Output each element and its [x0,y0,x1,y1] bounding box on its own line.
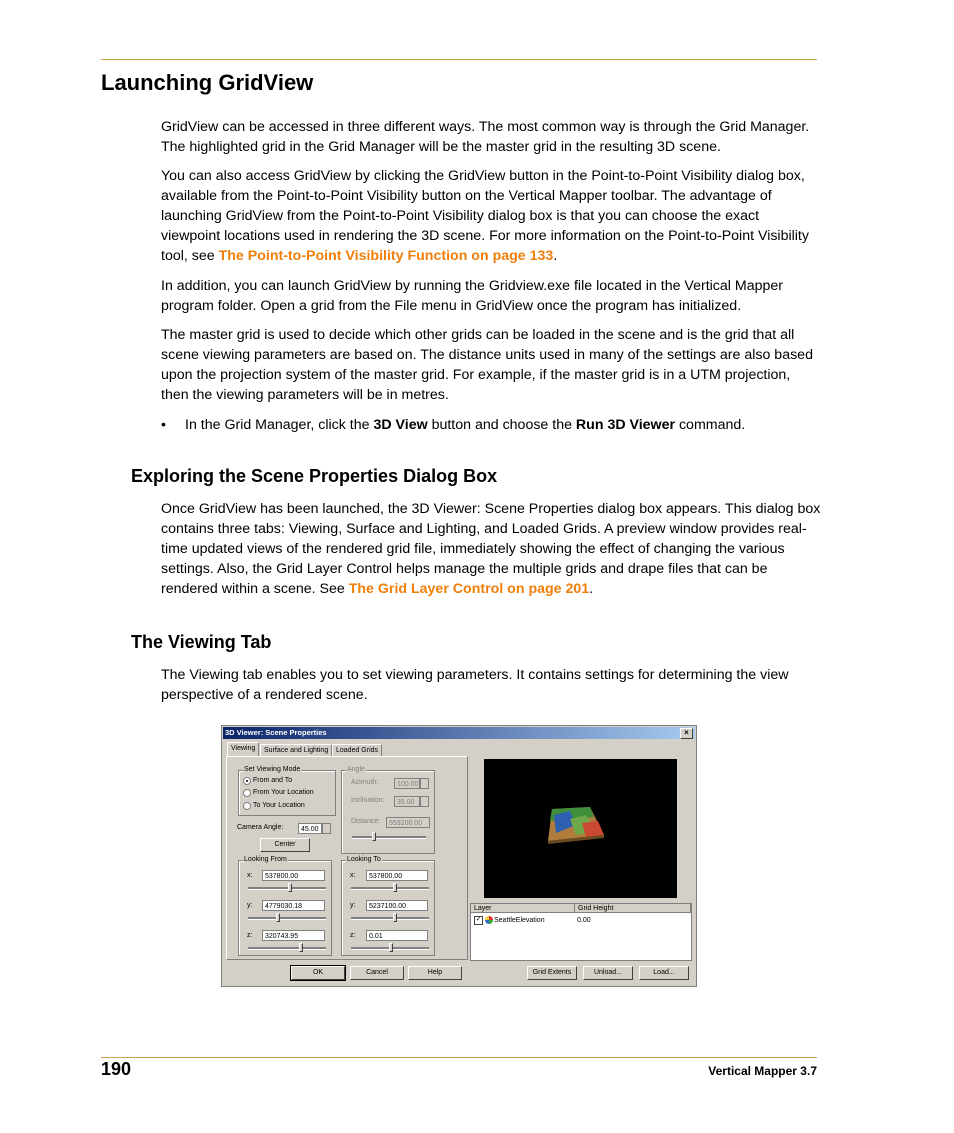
from-x-slider[interactable] [248,887,326,890]
to-y-label: y: [350,902,356,909]
center-button[interactable] [260,838,310,852]
distance-slider-thumb[interactable] [372,832,376,841]
paragraph-2 [161,166,821,266]
paragraph-3: In addition, you can launch GridView by running the Gridview.exe file located in the Vertical Mapper program folder. Open a grid from the File menu in GridView once the program has initialized. [161,278,783,314]
looking-from-group [238,856,332,956]
link-point-to-point-visibility[interactable]: The Point-to-Point Visibility Function on page 133 [218,248,554,264]
tab-surface-and-lighting[interactable]: Surface and Lighting [260,744,332,757]
distance-label: Distance: [351,818,381,825]
layer-grid-height: 0.00 [577,917,591,924]
azimuth-spinner[interactable] [420,778,429,789]
set-viewing-mode-group [238,766,336,816]
from-y-slider-thumb[interactable] [276,913,280,922]
layer-column-header[interactable]: Layer [471,904,575,913]
dialog-title: 3D Viewer: Scene Properties [225,728,327,737]
azimuth-label: Azimuth: [351,779,379,786]
radio-from-and-to[interactable] [243,777,251,785]
inclination-label: Inclination: [351,797,385,804]
grid-layer-icon [485,916,493,924]
section-heading-scene-properties: Exploring the Scene Properties Dialog Box [131,466,498,486]
to-z-slider-thumb[interactable] [389,943,393,952]
from-z-input[interactable]: 320743.95 [262,930,325,941]
looking-from-label: Looking From [244,856,287,863]
distance-input[interactable]: 559200.00 [386,817,430,828]
footer-book-title: Vertical Mapper 3.7 [708,1064,817,1078]
looking-to-group [341,856,435,956]
inclination-spinner[interactable] [420,796,429,807]
unload-button[interactable]: Unload... [583,966,633,980]
paragraph-5 [161,499,821,599]
header-rule [101,59,817,60]
footer-rule [101,1057,817,1058]
angle-group [341,766,435,854]
paragraph-6: The Viewing tab enables you to set viewing parameters. It contains settings for determining the view perspective of a rendered scene. [161,667,789,703]
scene-preview-window[interactable] [484,759,677,898]
viewing-tab-panel [226,756,468,960]
paragraph-2-end: . [553,248,558,264]
azimuth-input[interactable]: 100.00 [394,778,420,789]
scene-properties-dialog [221,725,697,987]
bullet-icon: • [161,417,166,433]
bullet-text-start: In the Grid Manager, click the [185,417,374,433]
bullet-text-end: command. [675,417,746,433]
camera-angle-label: Camera Angle: [237,824,284,831]
cancel-button[interactable]: Cancel [350,966,404,980]
tab-loaded-grids[interactable]: Loaded Grids [332,744,382,757]
to-x-slider[interactable] [351,887,429,890]
from-z-label: z: [247,932,253,939]
from-z-slider-thumb[interactable] [299,943,303,952]
from-x-slider-thumb[interactable] [288,883,292,892]
to-y-input[interactable]: 5237100.00 [366,900,428,911]
to-z-label: z: [350,932,356,939]
paragraph-5-end: . [589,581,594,597]
tab-viewing[interactable]: Viewing [227,742,259,757]
camera-angle-spinner[interactable] [322,823,331,834]
section-heading-viewing-tab: The Viewing Tab [131,632,272,652]
layer-name[interactable]: SeattleElevation [494,917,545,924]
bullet-text-mid: button and choose the [427,417,576,433]
paragraph-4: The master grid is used to decide which other grids can be loaded in the scene and is the grid that all scene viewing parameters are based on. The distance units used in many of the settings are also based upon the projection system of the master grid. For example, if the master grid is in a UTM projection, then the viewing parameters will be in metres. [161,327,813,403]
paragraph-2-text: You can also access GridView by clicking the GridView button in the Point-to-Point Visibility dialog box, available from the Point-to-Point Visibility button on the Vertical Mapper toolbar. The advantage of launching GridView from the Point-to-Point Visibility dialog box is that you can choose the exact viewpoint locations used in rendering the 3D scene. For more information on the Point-to-Point Visibility tool, see [161,168,809,264]
layer-visibility-checkbox[interactable]: ✓ [475,916,482,923]
bullet-3d-view: 3D View [373,417,428,433]
grid-layer-control [470,903,692,961]
from-y-slider[interactable] [248,917,326,920]
to-x-input[interactable]: 537800.00 [366,870,428,881]
from-y-label: y: [247,902,253,909]
link-grid-layer-control[interactable]: The Grid Layer Control on page 201 [348,581,590,597]
radio-from-and-to-label: From and To [253,777,293,784]
paragraph-5-text: Once GridView has been launched, the 3D Viewer: Scene Properties dialog box appears. This dialog box contains three tabs: Viewing, Surface and Lighting, and Loaded Grids. A preview window provides real-time updated views of the rendered grid file, immediately showing the effect of changing the various settings. Also, the Grid Layer Control helps manage the multiple grids and drape files that can be rendered within a scene. See [161,501,821,597]
grid-height-column-header[interactable]: Grid Height [575,904,691,913]
from-z-slider[interactable] [248,947,326,950]
load-button[interactable]: Load... [639,966,689,980]
radio-from-your-location[interactable] [243,789,251,797]
set-viewing-mode-label: Set Viewing Mode [244,766,301,773]
close-icon[interactable]: × [680,728,693,739]
to-y-slider[interactable] [351,917,429,920]
radio-to-your-location[interactable] [243,802,251,810]
dialog-titlebar [223,727,695,739]
looking-to-label: Looking To [347,856,381,863]
from-x-input[interactable]: 537800.00 [262,870,325,881]
camera-angle-input[interactable]: 45.00 [298,823,322,834]
page-number: 190 [101,1059,132,1079]
inclination-input[interactable]: 35.00 [394,796,420,807]
from-y-input[interactable]: 4779030.18 [262,900,325,911]
center-button-label: Center [274,841,296,848]
from-x-label: x: [247,872,253,879]
to-z-input[interactable]: 0.01 [366,930,428,941]
radio-from-your-location-label: From Your Location [253,789,314,796]
angle-label: Angle [347,766,365,773]
grid-extents-button[interactable]: Grid Extents [527,966,577,980]
to-x-label: x: [350,872,356,879]
to-y-slider-thumb[interactable] [393,913,397,922]
bullet-text [185,415,745,435]
bullet-run-3d-viewer: Run 3D Viewer [575,417,676,433]
to-x-slider-thumb[interactable] [393,883,397,892]
radio-to-your-location-label: To Your Location [253,802,305,809]
help-button[interactable]: Help [408,966,462,980]
distance-slider[interactable] [352,836,426,839]
terrain-preview-image [546,805,606,845]
page-title: Launching GridView [101,70,314,95]
paragraph-1: GridView can be accessed in three different ways. The most common way is through the Grid Manager. The highlighted grid in the Grid Manager will be the master grid in the resulting 3D scene. [161,119,810,155]
ok-button[interactable]: OK [291,966,345,980]
